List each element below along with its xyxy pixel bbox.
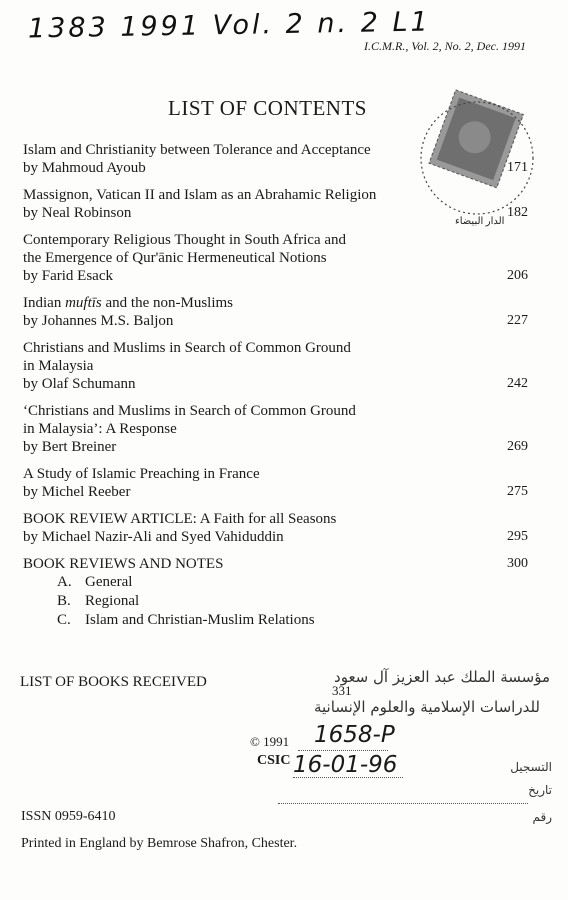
arabic-note-line: رقم <box>532 810 552 824</box>
entry-title: Massignon, Vatican II and Islam as an Abrahamic Religion <box>23 187 377 203</box>
contents-entry <box>23 186 528 222</box>
contents-entry <box>23 141 528 177</box>
entry-title: the Emergence of Qur'ānic Hermeneutical Notions <box>23 250 327 266</box>
dotted-line <box>298 750 388 751</box>
entry-author: by Michel Reeber <box>23 484 131 500</box>
contents-entry <box>23 339 528 393</box>
book-reviews-list <box>57 573 528 630</box>
list-item: B. Regional <box>57 593 140 609</box>
entry-page: 295 <box>507 529 528 544</box>
issn-text: ISSN 0959-6410 <box>21 809 116 824</box>
arabic-note-line: مؤسسة الملك عبد العزيز آل سعود <box>334 668 550 686</box>
book-reviews-heading: BOOK REVIEWS AND NOTES <box>23 556 224 572</box>
entry-page: 227 <box>507 313 528 328</box>
page-title: LIST OF CONTENTS <box>168 96 367 120</box>
entry-author: by Olaf Schumann <box>23 376 136 392</box>
list-item: C. Islam and Christian-Muslim Relations <box>57 612 315 628</box>
book-reviews-page: 300 <box>507 556 528 571</box>
entry-page: 206 <box>507 268 528 283</box>
copyright-text: © 1991 <box>250 734 290 749</box>
entry-page: 275 <box>507 484 528 499</box>
csic-label: CSIC <box>257 753 291 768</box>
entry-title: Christians and Muslims in Search of Common Ground <box>23 340 351 356</box>
entry-page: 242 <box>507 376 528 391</box>
entry-title: in Malaysia’: A Response <box>23 421 177 437</box>
contents-entry <box>23 465 528 501</box>
entry-title: Indian muftīs and the non-Muslims <box>23 295 234 311</box>
entry-title: ‘Christians and Muslims in Search of Common Ground <box>23 403 356 419</box>
contents-list <box>23 141 528 630</box>
handwritten-number: 1658-P <box>314 722 395 748</box>
arabic-note-line: تاريخ <box>528 783 552 797</box>
list-item: A. General <box>57 574 133 590</box>
dotted-line <box>278 803 528 804</box>
arabic-note-line: للدراسات الإسلامية والعلوم الإنسانية <box>313 698 540 716</box>
entry-author: by Johannes M.S. Baljon <box>23 313 174 329</box>
contents-entry <box>23 510 528 546</box>
entry-title: BOOK REVIEW ARTICLE: A Faith for all Seasons <box>23 511 337 527</box>
contents-entry <box>23 231 528 285</box>
entry-title: Contemporary Religious Thought in South Africa and <box>23 232 347 248</box>
entry-page: 171 <box>507 160 528 175</box>
entry-author: by Neal Robinson <box>23 205 132 221</box>
entry-page: 269 <box>507 439 528 454</box>
arabic-note-line: التسجيل <box>510 760 552 774</box>
printer-text: Printed in England by Bemrose Shafron, Chester. <box>21 836 298 851</box>
entry-page: 182 <box>507 205 528 220</box>
entry-title: in Malaysia <box>23 358 94 374</box>
handwritten-date: 16-01-96 <box>293 752 398 778</box>
entry-author: by Farid Esack <box>23 268 113 284</box>
handwritten-reference: 1383 1991 Vol. 2 n. 2 L1 <box>27 6 431 45</box>
books-received-page: 331 <box>332 683 352 698</box>
entry-author: by Mahmoud Ayoub <box>23 160 146 176</box>
entry-title: A Study of Islamic Preaching in France <box>23 466 260 482</box>
books-received-label: LIST OF BOOKS RECEIVED <box>20 674 207 690</box>
contents-entry <box>23 402 528 456</box>
stamp-arabic-text: الدار البيضاء <box>455 216 505 227</box>
entry-title: Islam and Christianity between Tolerance and Acceptance <box>23 142 371 158</box>
contents-entry <box>23 294 528 330</box>
journal-reference: I.C.M.R., Vol. 2, No. 2, Dec. 1991 <box>364 39 526 53</box>
entry-author: by Bert Breiner <box>23 439 117 455</box>
book-reviews-section <box>23 555 528 630</box>
entry-author: by Michael Nazir-Ali and Syed Vahiduddin <box>23 529 284 545</box>
